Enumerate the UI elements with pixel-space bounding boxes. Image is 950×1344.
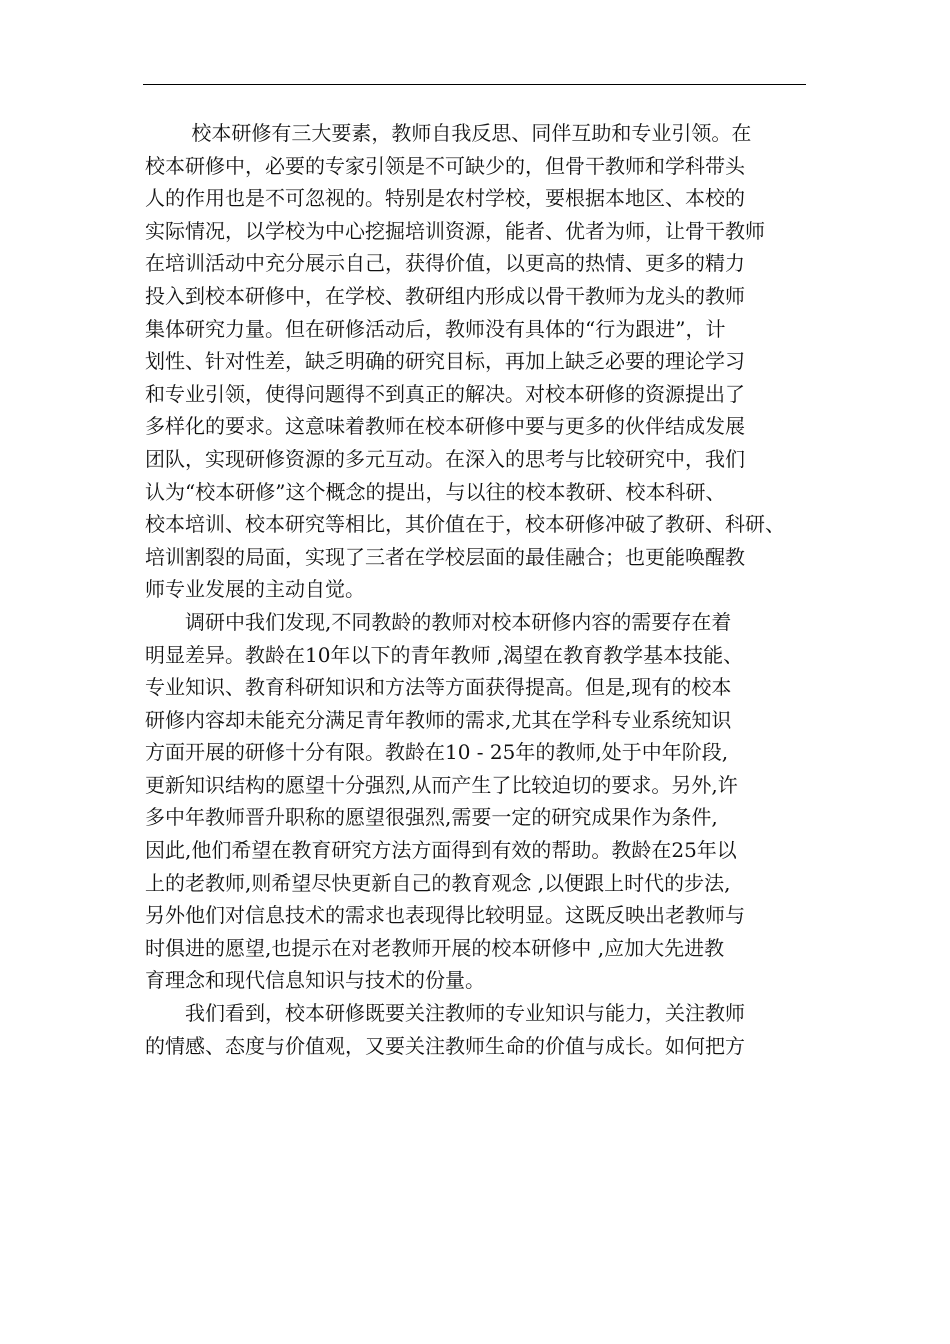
paragraph-line: 实际情况，以学校为中心挖掘培训资源，能者、优者为师，让骨干教师 bbox=[145, 218, 765, 243]
paragraph-line: 调研中我们发现,不同教龄的教师对校本研修内容的需要存在着 bbox=[185, 609, 732, 634]
paragraph-line: 的情感、态度与价值观，又要关注教师生命的价值与成长。如何把方 bbox=[145, 1033, 745, 1058]
paragraph-line: 时俱进的愿望,也提示在对老教师开展的校本研修中 ,应加大先进教 bbox=[145, 935, 725, 960]
paragraph-line: 团队，实现研修资源的多元互动。在深入的思考与比较研究中，我们 bbox=[145, 446, 745, 471]
paragraph-line: 校本研修中，必要的专家引领是不可缺少的，但骨干教师和学科带头 bbox=[145, 153, 745, 178]
paragraph-line: 划性、针对性差，缺乏明确的研究目标，再加上缺乏必要的理论学习 bbox=[145, 349, 745, 374]
paragraph-line: 校本研修有三大要素，教师自我反思、同伴互助和专业引领。在 bbox=[185, 121, 752, 145]
paragraph-line: 上的老教师,则希望尽快更新自己的教育观念 ,以便跟上时代的步法, bbox=[145, 870, 731, 895]
paragraph-line: 培训割裂的局面，实现了三者在学校层面的最佳融合；也更能唤醒教 bbox=[145, 544, 745, 569]
paragraph-line: 多中年教师晋升职称的愿望很强烈,需要一定的研究成果作为条件, bbox=[145, 805, 718, 830]
paragraph-line: 专业知识、教育科研知识和方法等方面获得提高。但是,现有的校本 bbox=[145, 675, 732, 700]
paragraph-line: 校本培训、校本研究等相比，其价值在于，校本研修冲破了教研、科研、 bbox=[145, 512, 785, 537]
paragraph-line: 明显差异。教龄在10年以下的青年教师 ,渴望在教育教学基本技能、 bbox=[145, 642, 744, 667]
paragraph-line: 更新知识结构的愿望十分强烈,从而产生了比较迫切的要求。另外,许 bbox=[145, 772, 738, 797]
paragraph-line: 人的作用也是不可忽视的。特别是农村学校，要根据本地区、本校的 bbox=[145, 186, 745, 211]
paragraph-line: 师专业发展的主动自觉。 bbox=[145, 577, 365, 602]
paragraph-3 bbox=[145, 997, 807, 1062]
paragraph-line: 因此,他们希望在教育研究方法方面得到有效的帮助。教龄在25年以 bbox=[145, 838, 737, 863]
paragraph-line: 在培训活动中充分展示自己，获得价值，以更高的热情、更多的精力 bbox=[145, 251, 745, 276]
paragraph-2 bbox=[145, 606, 807, 997]
paragraph-line: 研修内容却未能充分满足青年教师的需求,尤其在学科专业系统知识 bbox=[145, 707, 732, 732]
paragraph-line: 另外他们对信息技术的需求也表现得比较明显。这既反映出老教师与 bbox=[145, 903, 745, 928]
paragraph-line: 投入到校本研修中，在学校、教研组内形成以骨干教师为龙头的教师 bbox=[145, 283, 745, 308]
paragraph-line: 认为“校本研修”这个概念的提出，与以往的校本教研、校本科研、 bbox=[145, 479, 726, 504]
paragraph-1 bbox=[145, 117, 807, 606]
paragraph-line: 多样化的要求。这意味着教师在校本研修中要与更多的伙伴结成发展 bbox=[145, 414, 745, 439]
paragraph-line: 我们看到，校本研修既要关注教师的专业知识与能力，关注教师 bbox=[185, 1001, 745, 1026]
paragraph-line: 和专业引领，使得问题得不到真正的解决。对校本研修的资源提出了 bbox=[145, 381, 745, 406]
header-rule bbox=[143, 84, 806, 85]
body-text bbox=[145, 117, 807, 1062]
paragraph-line: 育理念和现代信息知识与技术的份量。 bbox=[145, 968, 485, 993]
paragraph-line: 集体研究力量。但在研修活动后，教师没有具体的“行为跟进”，计 bbox=[145, 316, 726, 341]
paragraph-line: 方面开展的研修十分有限。教龄在10 - 25年的教师,处于中年阶段, bbox=[145, 740, 729, 765]
